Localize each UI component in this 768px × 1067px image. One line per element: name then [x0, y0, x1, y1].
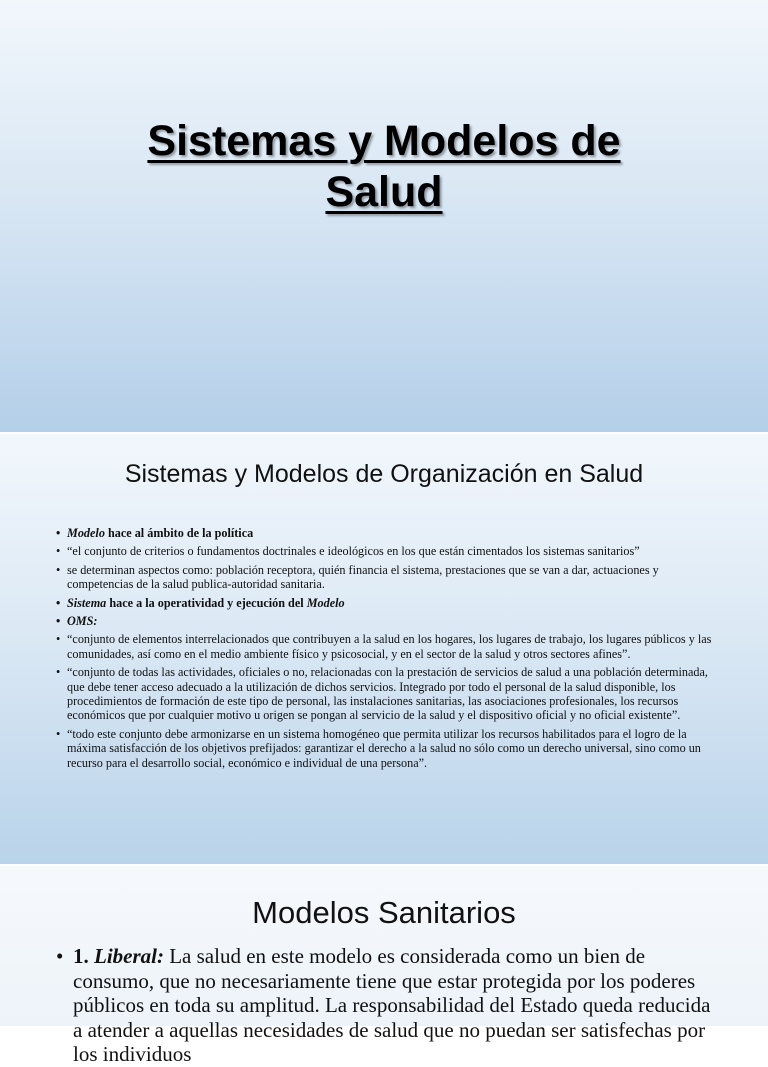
bullet-oms	[56, 614, 716, 628]
bullet-text: “el conjunto de criterios o fundamentos doctrinales e ideológicos en los que están cimentados los sistemas sanitarios”	[67, 544, 640, 559]
title-slide	[0, 0, 768, 432]
bullet-emphasis: Sistema	[67, 595, 107, 610]
bullet-text: hace a la operatividad y ejecución del	[106, 595, 307, 610]
organization-slide	[0, 434, 768, 864]
item-number: 1.	[73, 944, 89, 968]
bullet-sistema	[56, 596, 716, 610]
bullet-item	[56, 544, 716, 558]
bullet-text: hace al ámbito de la política	[104, 526, 254, 540]
bullet-text: “todo este conjunto debe armonizarse en un sistema homogéneo que permita utilizar los recursos habilitados para el logro de la máxima satisfacción de los objetivos prefijados: garantizar el derecho a la salud no sólo como un derecho universal, sino como un recurso para el desarrollo social, económico e individual de una persona”.	[67, 726, 701, 770]
slide-title-line-1: Sistemas y Modelos de	[147, 117, 621, 165]
model-liberal-item	[56, 944, 723, 1067]
bullet-text: “conjunto de elementos interrelacionados que contribuyen a la salud en los hogares, los lugares de trabajo, los lugares públicos y las comunidades, así como en el medio ambiente físico y psicosocial, y en el sector de la salud y otros sectores afines”.	[67, 632, 712, 661]
slide-title-line-2: Salud	[325, 168, 443, 216]
bullet-emphasis: Modelo	[67, 526, 105, 540]
models-slide	[0, 866, 768, 1066]
slide-heading: Modelos Sanitarios	[252, 895, 516, 930]
slide-heading: Sistemas y Modelos de Organización en Salud	[124, 460, 644, 488]
bullet-emphasis: OMS:	[67, 614, 98, 629]
bullet-item	[56, 665, 716, 723]
bullet-emphasis: Modelo	[306, 595, 345, 610]
bullet-item	[56, 563, 716, 592]
bullet-item	[56, 727, 716, 770]
slide-title	[0, 116, 768, 218]
bullet-list	[56, 526, 716, 774]
item-text: La salud en este modelo es considerada como un bien de consumo, que no necesariamente tiene que estar protegida por los poderes públicos en toda su amplitud. La responsabilidad del Estado queda reducida a atender a aquellas necesidades de salud que no puedan ser satisfechas por los individuos	[73, 944, 711, 1066]
item-title: Liberal:	[94, 944, 164, 968]
bullet-modelo	[56, 526, 716, 540]
bullet-item	[56, 632, 716, 661]
bullet-text: “conjunto de todas las actividades, oficiales o no, relacionadas con la prestación de servicios de salud a una población determinada, que debe tener acceso adecuado a la utilización de dichos servicios. Integrado por todo el personal de la salud disponible, los procedimientos de formación de este tipo de personal, las instalaciones sanitarias, las asociaciones profesionales, los recursos económicos que por cualquier motivo u origen se pongan al servicio de la salud y el dispositivo oficial y no oficial existente”.	[67, 665, 708, 723]
bullet-text: se determinan aspectos como: población receptora, quién financia el sistema, prestaciones que se van a dar, actuaciones y competencias de la salud publica-autoridad sanitaria.	[67, 562, 659, 592]
